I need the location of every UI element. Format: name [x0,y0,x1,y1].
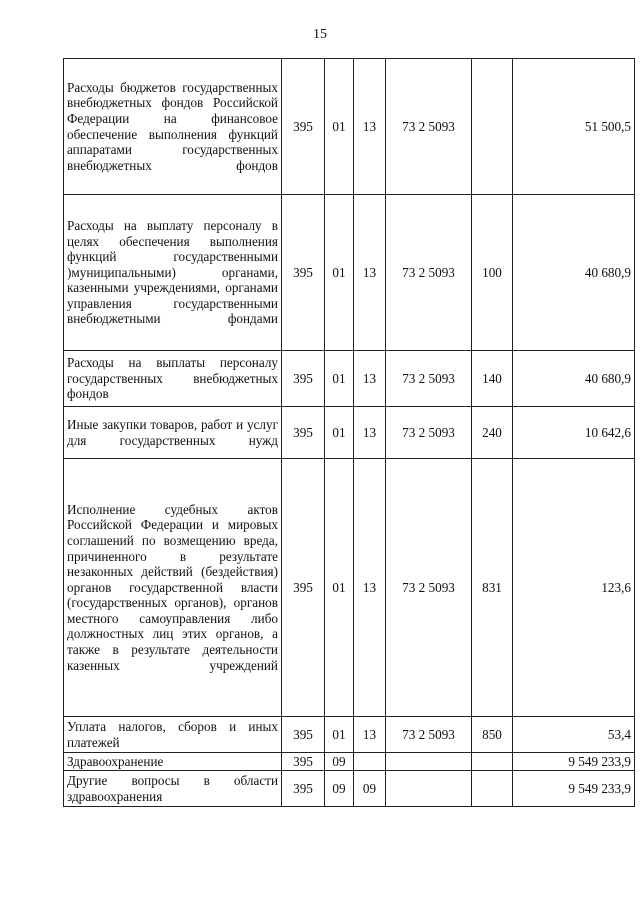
section-code: 01 [325,407,354,459]
subsection-code: 09 [354,771,386,807]
ministry-code: 395 [282,717,325,753]
row-name-cell [64,407,282,459]
table-row [64,771,635,807]
table-row [64,59,635,195]
subsection-code: 13 [354,351,386,407]
table-row [64,195,635,351]
expense-type-code: 831 [472,459,513,717]
row-name: Исполнение судебных актов Российской Федерации и мировых соглашений по возмещению вреда, причиненного в результате незаконных действий (бездействия) органов государственной власти (государственных органов), органов местного самоуправления либо должностных лиц этих органов, а также в результате деятельности казенных учреждений [67,501,278,673]
ministry-code: 395 [282,771,325,807]
table-row [64,351,635,407]
expense-type-code: 100 [472,195,513,351]
target-article-code: 73 2 5093 [386,59,472,195]
ministry-code: 395 [282,59,325,195]
expense-type-code: 850 [472,717,513,753]
row-name-cell [64,59,282,195]
amount-value: 40 680,9 [513,351,635,407]
target-article-code: 73 2 5093 [386,717,472,753]
ministry-code: 395 [282,351,325,407]
expense-type-code: 140 [472,351,513,407]
row-name: Расходы бюджетов государственных внебюджетных фондов Российской Федерации на финансовое обеспечение выполнения функций аппаратами государственных внебюджетных фондов [67,79,278,173]
table-row [64,717,635,753]
row-name: Другие вопросы в области здравоохранения [67,772,278,804]
ministry-code: 395 [282,459,325,717]
amount-value: 9 549 233,9 [513,771,635,807]
subsection-code: 13 [354,459,386,717]
ministry-code: 395 [282,195,325,351]
row-name: Расходы на выплаты персоналу государственных внебюджетных фондов [67,355,278,402]
subsection-code: 13 [354,407,386,459]
amount-value: 53,4 [513,717,635,753]
target-article-code [386,771,472,807]
section-code: 09 [325,753,354,771]
amount-value: 9 549 233,9 [513,753,635,771]
amount-value: 10 642,6 [513,407,635,459]
section-code: 01 [325,459,354,717]
amount-value: 40 680,9 [513,195,635,351]
budget-table [63,58,635,807]
subsection-code: 13 [354,717,386,753]
row-name-cell [64,351,282,407]
table-row [64,753,635,771]
expense-type-code: 240 [472,407,513,459]
section-code: 01 [325,195,354,351]
row-name: Уплата налогов, сборов и иных платежей [67,718,278,750]
expense-type-code [472,59,513,195]
ministry-code: 395 [282,753,325,771]
row-name-cell [64,195,282,351]
row-name-cell [64,717,282,753]
subsection-code: 13 [354,59,386,195]
target-article-code: 73 2 5093 [386,407,472,459]
row-name: Здравоохранение [67,753,164,769]
table-row [64,407,635,459]
row-name: Иные закупки товаров, работ и услуг для государственных нужд [67,416,278,448]
row-name-cell [64,459,282,717]
subsection-code: 13 [354,195,386,351]
section-code: 09 [325,771,354,807]
amount-value: 123,6 [513,459,635,717]
section-code: 01 [325,717,354,753]
target-article-code [386,753,472,771]
target-article-code: 73 2 5093 [386,195,472,351]
expense-type-code [472,753,513,771]
ministry-code: 395 [282,407,325,459]
expense-type-code [472,771,513,807]
table-row [64,459,635,717]
page-number: 15 [313,27,327,42]
target-article-code: 73 2 5093 [386,351,472,407]
row-name-cell [64,771,282,807]
section-code: 01 [325,351,354,407]
subsection-code [354,753,386,771]
section-code: 01 [325,59,354,195]
amount-value: 51 500,5 [513,59,635,195]
row-name: Расходы на выплату персоналу в целях обеспечения выполнения функций государственными )муниципальными) органами, казенными учреждениями, органами управления государственными внебюджетными фондами [67,217,278,327]
target-article-code: 73 2 5093 [386,459,472,717]
row-name-cell [64,753,282,771]
